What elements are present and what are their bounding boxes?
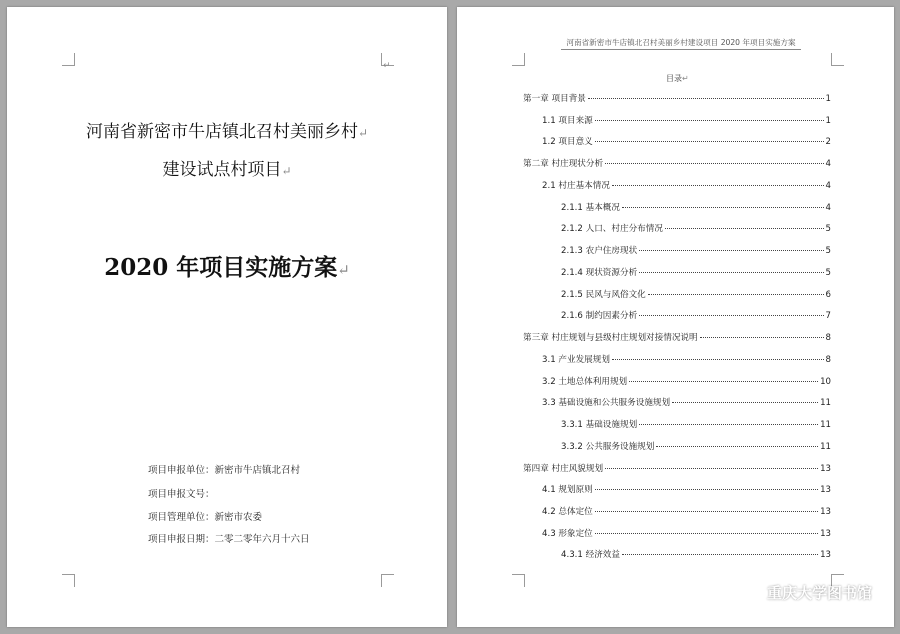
toc-entry[interactable]: 第四章 村庄风貌规划 13 xyxy=(523,464,831,474)
watermark-text: 重庆大学图书馆 xyxy=(766,583,872,602)
cover-title-line2: 建设试点村项目↵ xyxy=(162,160,292,180)
toc-page xyxy=(457,7,894,627)
toc-entry[interactable]: 3.3.2 公共服务设施规划 11 xyxy=(561,442,831,452)
toc-entry[interactable]: 第一章 项目背景 1 xyxy=(523,94,831,104)
toc-entry[interactable]: 2.1.6 制约因素分析 7 xyxy=(561,311,831,321)
cover-page xyxy=(7,7,447,627)
library-logo-icon xyxy=(735,580,761,604)
toc-entry[interactable]: 2.1.1 基本概况 4 xyxy=(561,203,831,213)
toc-entry[interactable]: 2.1 村庄基本情况 4 xyxy=(542,181,831,191)
toc-entry[interactable]: 4.3 形象定位 13 xyxy=(542,529,831,539)
toc-entry[interactable]: 3.1 产业发展规划 8 xyxy=(542,355,831,365)
crop-mark xyxy=(512,53,525,66)
crop-mark xyxy=(62,574,75,587)
toc-entry[interactable]: 3.3.1 基础设施规划 11 xyxy=(561,420,831,430)
toc-entry[interactable]: 2.1.3 农户住房现状 5 xyxy=(561,246,831,256)
toc-entry[interactable]: 第二章 村庄现状分析 4 xyxy=(523,159,831,169)
info-date: 项目申报日期：二零二零年六月十六日 xyxy=(148,534,310,545)
page-header: 河南省新密市牛店镇北召村美丽乡村建设项目 2020 年项目实施方案 xyxy=(561,37,801,50)
toc-entry[interactable]: 4.1 规划原则 13 xyxy=(542,485,831,495)
info-doc-number: 项目申报文号： xyxy=(148,489,215,500)
toc-entry[interactable]: 3.3 基础设施和公共服务设施规划 11 xyxy=(542,398,831,408)
crop-mark xyxy=(512,574,525,587)
crop-mark xyxy=(381,574,394,587)
cover-title-line1: 河南省新密市牛店镇北召村美丽乡村↵ xyxy=(85,122,369,142)
toc-entry[interactable]: 2.1.5 民风与风俗文化 6 xyxy=(561,290,831,300)
crop-mark xyxy=(62,53,75,66)
toc-entry[interactable]: 1.2 项目意义 2 xyxy=(542,137,831,147)
paragraph-mark-icon: ↵ xyxy=(383,61,391,71)
toc-entry[interactable]: 第三章 村庄规划与县级村庄规划对接情况说明 8 xyxy=(523,333,831,343)
toc-entry[interactable]: 1.1 项目来源 1 xyxy=(542,116,831,126)
toc-entry[interactable]: 4.2 总体定位 13 xyxy=(542,507,831,517)
cover-main-title: 2020 年项目实施方案↵ xyxy=(104,254,350,281)
toc-entry[interactable]: 2.1.4 现状资源分析 5 xyxy=(561,268,831,278)
toc-entry[interactable]: 2.1.2 人口、村庄分布情况 5 xyxy=(561,224,831,234)
info-applicant: 项目申报单位：新密市牛店镇北召村 xyxy=(148,465,301,476)
toc-entry[interactable]: 4.3.1 经济效益 13 xyxy=(561,550,831,560)
info-manager: 项目管理单位：新密市农委 xyxy=(148,512,263,523)
toc-entry[interactable]: 3.2 土地总体利用规划 10 xyxy=(542,377,831,387)
toc-heading: 目录↵ xyxy=(666,74,689,83)
crop-mark xyxy=(831,53,844,66)
library-watermark xyxy=(735,580,872,604)
